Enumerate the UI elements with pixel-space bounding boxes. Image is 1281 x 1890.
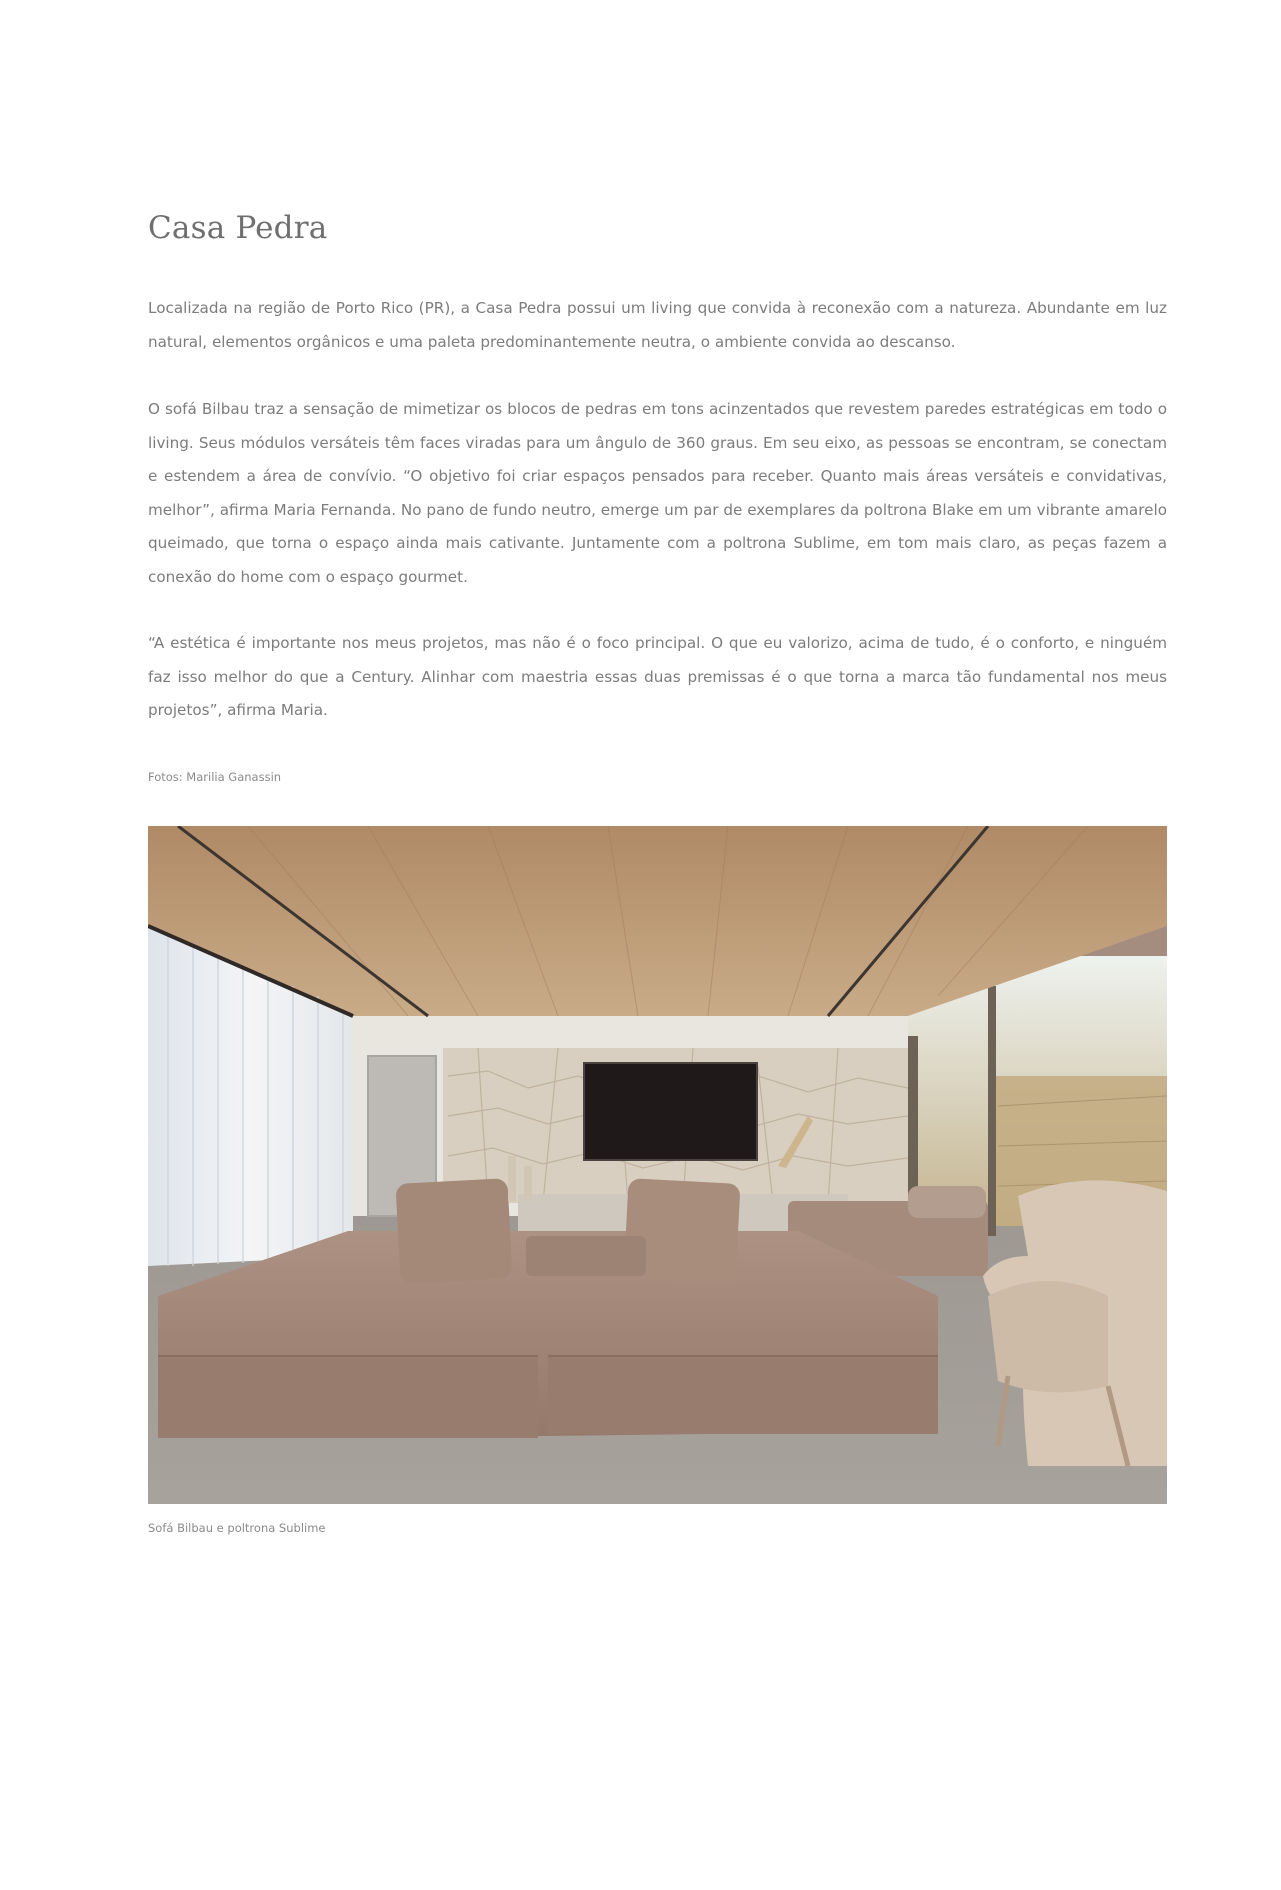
photo-credit: Fotos: Marilia Ganassin	[148, 770, 282, 784]
living-room-photo	[148, 826, 1167, 1504]
article-paragraph-quote: “A estética é importante nos meus projetos, mas não é o foco principal. O que eu valorizo, acima de tudo, é o conforto, e ninguém faz isso melhor do que a Century. Alinhar com maestria essas duas premissas é o que torna a marca tão fundamental nos meus projetos”, afirma Maria.	[148, 634, 1167, 719]
article-title: Casa Pedra	[148, 210, 328, 246]
article-paragraph-sofa: O sofá Bilbau traz a sensação de mimetizar os blocos de pedras em tons acinzentados que revestem paredes estratégicas em todo o living. Seus módulos versáteis têm faces viradas para um ângulo de 360 graus. Em seu eixo, as pessoas se encontram, se conectam e estendem a área de convívio. “O objetivo foi criar espaços pensados para receber. Quanto mais áreas versáteis e convidativas, melhor”, afirma Maria Fernanda. No pano de fundo neutro, emerge um par de exemplares da poltrona Blake em um vibrante amarelo queimado, que torna o espaço ainda mais cativante. Juntamente com a poltrona Sublime, em tom mais claro, as peças fazem a conexão do home com o espaço gourmet.	[148, 400, 1167, 586]
photo-caption: Sofá Bilbau e poltrona Sublime	[148, 1521, 326, 1535]
article-paragraph-intro: Localizada na região de Porto Rico (PR), a Casa Pedra possui um living que convida à reconexão com a natureza. Abundante em luz natural, elementos orgânicos e uma paleta predominantemente neutra, o ambiente convida ao descanso.	[148, 299, 1167, 351]
